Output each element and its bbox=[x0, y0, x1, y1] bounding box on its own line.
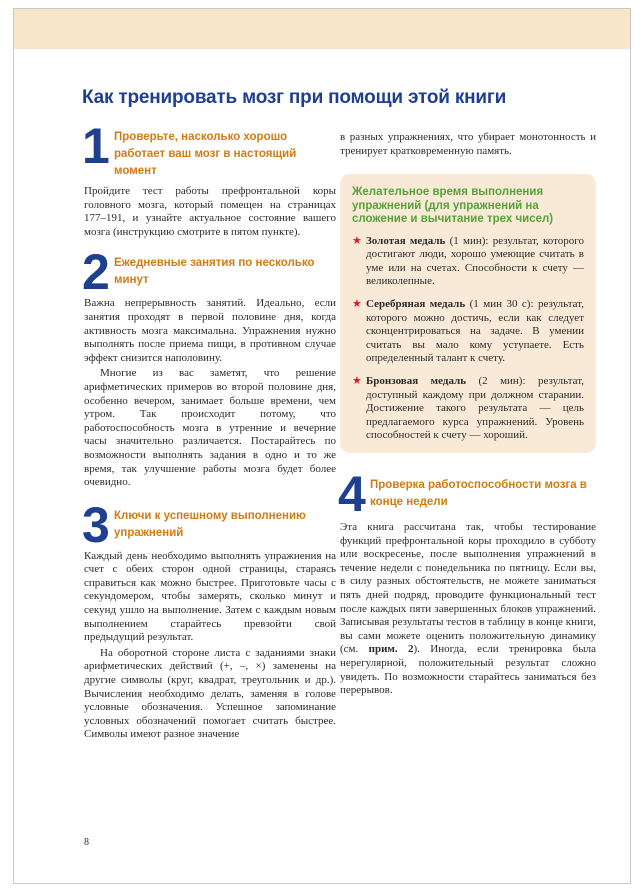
section-number: 1 bbox=[82, 118, 110, 174]
section-paragraph: Пройдите тест работы префронтальной коры головного мозга, который помещен на страницах 177–191, и узнайте актуальное состояние вашего мозга (инструкцию смотрите в пятом пункте). bbox=[84, 185, 336, 238]
section-heading: Ключи к успешному выполнению упражнений bbox=[114, 509, 306, 539]
section-paragraph: Каждый день необходимо выполнять упражнения на счет с обеих сторон одной страницы, стараясь справиться как можно быстрее. Приготовьте часы с секундомером, чтобы замерять, сколько минут и секунд ушло на выполнение. Затем с каждым новым выполнением старайтесь превзойти свой предыдущий результат. bbox=[84, 549, 336, 644]
section-4-header bbox=[338, 466, 596, 522]
medal-bronze bbox=[352, 375, 584, 443]
section-heading: Проверьте, насколько хорошо работает ваш мозг в настоящий момент bbox=[114, 131, 297, 177]
section-number: 4 bbox=[338, 466, 366, 522]
section-number: 2 bbox=[82, 244, 110, 301]
paragraph-text: ). Иногда, если тренировка была нерегулярной, положительный результат сложно увидеть. По возможности старайтесь заниматься без перерывов. bbox=[340, 643, 596, 697]
medal-time: (1 мин 30 с): bbox=[465, 298, 538, 311]
medal-time: (1 мин): bbox=[445, 234, 493, 247]
section-paragraph: На оборотной стороне листа с заданиями знаки арифметических действий (+, –, ×) заменены на другие символы (круг, квадрат, треугольник и др.). Вычисления необходимо делать, заменяя в голове условные обозначения. Успешное запоминание условных обозначений помогает считать быстрее. Символы имеют разное значение bbox=[84, 646, 336, 741]
time-box bbox=[340, 174, 596, 453]
medal-text: результат, которого достигают люди, хорошо умеющие считать в уме или на счетах. Способности к счету — великолепные. bbox=[366, 234, 585, 288]
star-icon: ★ bbox=[352, 375, 362, 388]
page-title: Как тренировать мозг при помощи этой книги bbox=[82, 87, 507, 108]
section-1-header bbox=[82, 118, 336, 181]
section-heading: Ежедневные занятия по несколько минут bbox=[114, 257, 315, 287]
section-2-header bbox=[82, 244, 336, 301]
page-number: 8 bbox=[84, 837, 89, 848]
paragraph-text: Эта книга рассчитана так, чтобы тестирование функций префронтальной коры проходило в субботу или воскресенье, после выполнения упражнений в течение недели с понедельника по пятницу. Если вы, в силу разных обстоятельств, не можете заниматься пять дней подряд, проводите функциональный тест после каждых пяти завершенных блоков упражнений. Записывая результаты тестов в таблицу в конце книги, вы сами можете оценить положительную динамику (см. bbox=[340, 521, 596, 656]
time-box-title: Желательное время выполнения упражнений (для упражнений на сложение и вычитание трех чисел) bbox=[352, 186, 554, 226]
section-number: 3 bbox=[82, 496, 110, 553]
star-icon: ★ bbox=[352, 234, 362, 247]
right-column bbox=[340, 127, 596, 698]
medal-time: (2 мин): bbox=[466, 375, 538, 388]
section-paragraph: Важна непрерывность занятий. Идеально, если занятия проходят в первой половине дня, когда активность мозга максимальна. Упражнения нужно выполнять после приема пищи, в противном случае эффект снизится наполовину. bbox=[84, 297, 336, 364]
book-page bbox=[13, 8, 631, 884]
section-paragraph: Многие из вас заметят, что решение арифметических примеров во второй половине дня, особенно вечером, занимает больше времени, чем утром. Так происходит потому, что работоспособность мозга в утренние и вечерние часы значительно различается. Постарайтесь по возможности выполнять задания в одно и то же время, так улучшение работы мозга будет более очевидно. bbox=[84, 367, 336, 489]
medal-text: результат, доступный каждому при должном старании. Достижение такого результата — цель предлагаемого курса упражнений. Уровень способностей к счету — хороший. bbox=[366, 375, 584, 442]
star-icon: ★ bbox=[352, 298, 362, 311]
medal-gold bbox=[352, 235, 584, 289]
section-paragraph bbox=[340, 521, 596, 698]
medal-name: Бронзовая медаль bbox=[366, 375, 467, 388]
left-column bbox=[82, 118, 336, 742]
medal-silver bbox=[352, 298, 584, 366]
medal-name: Золотая медаль bbox=[366, 234, 446, 247]
section-heading: Проверка работоспособности мозга в конце недели bbox=[370, 479, 587, 508]
section-3-header bbox=[82, 496, 336, 553]
section-3-continuation: в разных упражнениях, что убирает монотонность и тренирует кратковременную память. bbox=[340, 131, 596, 157]
top-band bbox=[14, 9, 630, 49]
note-reference: прим. 2 bbox=[368, 643, 414, 656]
medal-text: результат, которого можно достичь, если как следует сконцентрироваться на задаче. В умении считать вы мало кому уступаете. Есть определенный талант к счету. bbox=[366, 298, 585, 365]
medal-name: Серебряная медаль bbox=[366, 298, 466, 311]
